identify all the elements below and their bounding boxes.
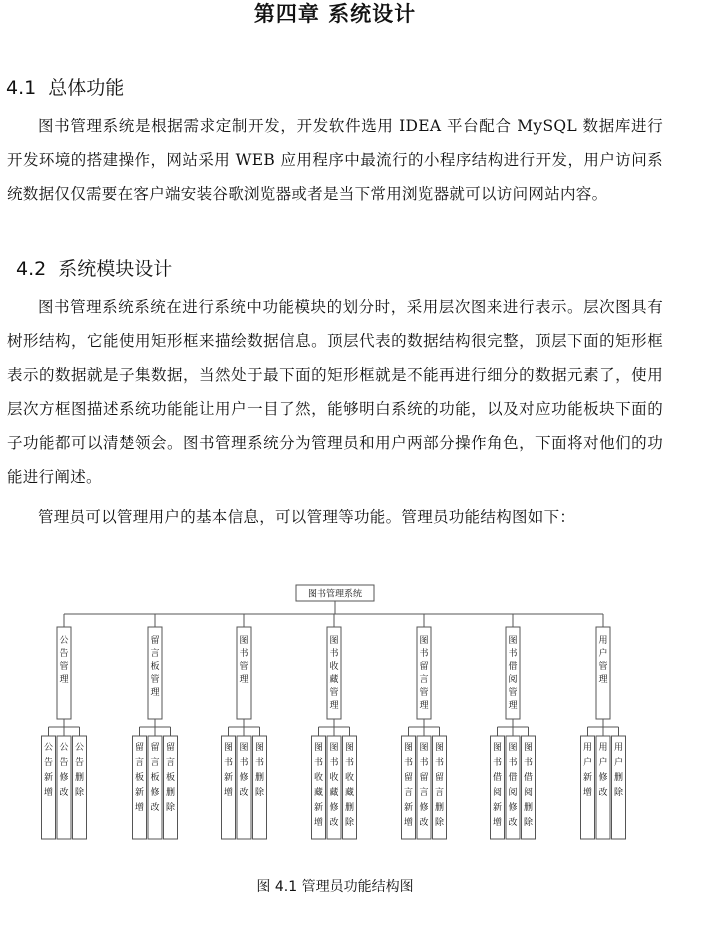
child-node-label: 用户修改 [598,743,608,798]
paragraph: 图书管理系统是根据需求定制开发，开发软件选用 IDEA 平台配合 MySQL 数据库进行开发环境的搭建操作，网站采用 WEB 应用程序中最流行的小程序结构进行开发，用户访问系统数据仅仅需要在客户端安装谷歌浏览器或者是当下常用浏览器就可以访问网站内容。 [7,117,663,203]
module-node-label: 公告管理 [59,636,69,685]
child-node-label: 图书留言新增 [403,743,414,828]
child-node-label: 图书借阅修改 [508,743,518,828]
child-node-label: 图书收藏新增 [313,743,324,828]
child-node-label: 公告删除 [74,743,85,798]
child-node-label: 图书收藏修改 [329,743,339,828]
section-heading-4-1 [6,75,124,101]
child-node-label: 图书修改 [239,743,249,798]
section-number: 4.1 [6,77,37,99]
section-title: 总体功能 [48,77,125,99]
child-node-label: 图书删除 [254,743,265,798]
module-node-label: 留言板管理 [150,636,160,698]
paragraph: 管理员可以管理用户的基本信息，可以管理等功能。管理员功能结构图如下： [38,508,576,526]
module-node-label: 图书收藏管理 [329,636,339,711]
figure-caption: 图 4.1 管理员功能结构图 [256,879,414,895]
paragraph: 图书管理系统系统在进行系统中功能模块的划分时，采用层次图来进行表示。层次图具有树形结构，它能使用矩形框来描绘数据信息。顶层代表的数据结构很完整，顶层下面的矩形框表示的数据就是子集数据，当然处于最下面的矩形框就是不能再进行细分的数据元素了，使用层次方框图描述系统功能能让用户一目了然，能够明白系统的功能，以及对应功能板块下面的子功能都可以清楚领会。图书管理系统分为管理员和用户两部分操作角色，下面将对他们的功能进行阐述。 [7,298,663,486]
child-node-label: 用户删除 [613,743,624,798]
section-heading-4-2 [16,256,172,282]
child-node-label: 留言板新增 [134,743,145,813]
module-node-label: 用户管理 [598,636,608,685]
chapter-title: 第四章 系统设计 [253,2,417,26]
child-node-label: 用户新增 [582,743,593,798]
child-node-label: 公告新增 [43,743,54,798]
section-number: 4.2 [16,258,47,280]
section-title: 系统模块设计 [58,258,173,280]
child-node-label: 留言板修改 [150,743,160,813]
child-node-label: 公告修改 [59,743,69,798]
module-node-label: 图书借阅管理 [508,636,518,711]
admin-function-structure-diagram [0,575,715,850]
root-node-label: 图书管理系统 [307,589,363,600]
child-node-label: 图书借阅删除 [523,743,534,828]
child-node-label: 图书收藏删除 [344,743,355,828]
child-node-label: 图书留言修改 [419,743,429,828]
module-node-label: 图书留言管理 [419,636,429,711]
child-node-label: 图书新增 [223,743,234,798]
child-node-label: 留言板删除 [165,743,176,813]
child-node-label: 图书借阅新增 [492,743,503,828]
module-node-label: 图书管理 [239,636,249,685]
child-node-label: 图书留言删除 [434,743,445,828]
